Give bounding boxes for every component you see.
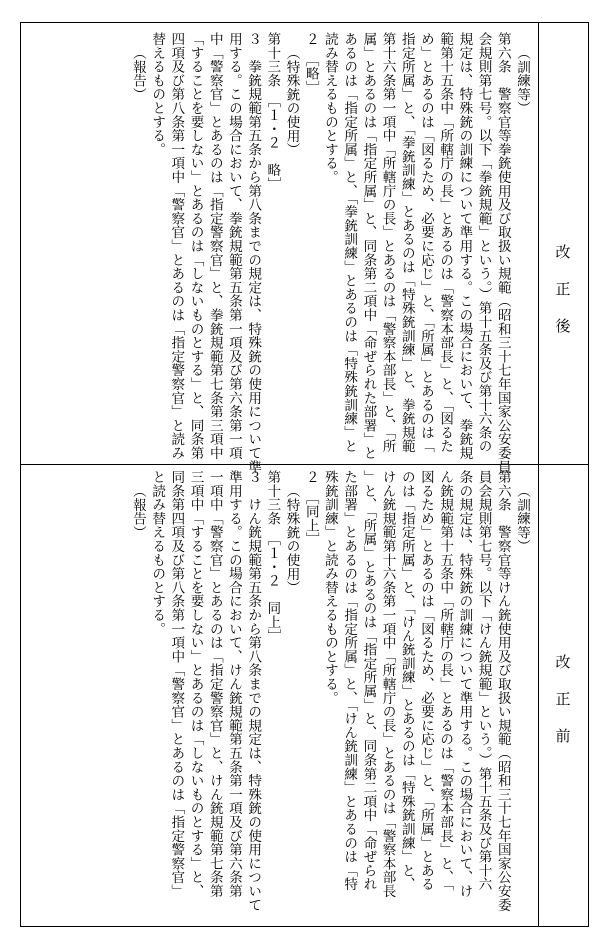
text-line: （報告） [129, 483, 146, 539]
text-line: た部署」とあるのは「指定所属」と、「けん銃訓練」とあるのは「特 [341, 470, 358, 891]
text-line: （訓練等） [514, 45, 530, 115]
text-line: ２ ［略］ [302, 32, 319, 95]
text-line: 一項中「警察官」とあるのは「指定警察官」と、けん銃規範第七条第 [206, 470, 223, 898]
text-line: ３ けん銃規範第五条から第八条までの規定は、特殊銃の使用について [245, 470, 262, 912]
text-line: 条の規定は、特殊銃の訓練について準用する。この場合において、け [456, 470, 473, 898]
text-line: 」と、「所属」とあるのは「指定所属」と、同条第二項中「命ぜられ [360, 470, 377, 891]
text-line: 範第十五条中「所轄庁の長」とあるのは「警察本部長」と、「図るた [437, 32, 454, 453]
text-line: （特殊銃の使用） [283, 45, 300, 156]
text-line: 第六条 警察官等拳銃使用及び取扱い規範（昭和三十七年国家公安委員 [494, 32, 511, 474]
text-line: 第十三条 ［１・２ 略］ [264, 32, 281, 191]
text-line: 「することを要しない」とあるのは「しないものとする」と、同条第 [187, 32, 204, 460]
before-label-char: 正 [555, 690, 571, 708]
before-label-char: 前 [555, 727, 571, 745]
text-line: 会規則第七号。以下「拳銃規範」という。）第十五条及び第十六条の [475, 32, 492, 453]
before-label-char: 改 [555, 653, 571, 671]
text-line: 属」とあるのは「指定所属」と、同条第二項中「命ぜられた部署」と [360, 32, 377, 460]
text-line: （訓練等） [514, 483, 530, 553]
text-line: 中「警察官」とあるのは「指定警察官」と、拳銃規範第七条第三項中 [206, 32, 223, 460]
text-line: ん銃規範第十五条中「所轄庁の長」とあるのは「警察本部長」と、「 [437, 470, 454, 891]
text-line: 第十三条 ［１・２ 同上］ [264, 470, 281, 643]
text-line: 三項中「することを要しない」とあるのは「しないものとする」と、 [187, 470, 204, 898]
text-line: （報告） [129, 45, 146, 101]
text-line: 指定所属」と、「拳銃訓練」とあるのは「特殊銃訓練」と、拳銃規範 [398, 32, 415, 453]
text-line: ２ ［同上］ [302, 470, 319, 546]
text-line: 読み替えるものとする。 [321, 32, 338, 184]
text-line: 第六条 警察官等けん銃使用及び取扱い規範（昭和三十七年国家公安委 [494, 470, 511, 912]
text-line: 殊銃訓練」と読み替えるものとする。 [321, 470, 338, 705]
before-revision-label [551, 643, 575, 754]
text-line: あるのは「指定所属」と、「拳銃訓練」とあるのは「特殊銃訓練」と [341, 32, 358, 453]
text-line: 用する。この場合において、拳銃規範第五条第一項及び第六条第一項 [225, 32, 242, 460]
before-revision-text [51, 470, 531, 915]
text-line: 員会規則第七号。以下「けん銃規範」という。）第十五条及び第十六 [475, 470, 492, 891]
text-line: と読み替えるものとする。 [149, 470, 166, 636]
text-line: （特殊銃の使用） [283, 483, 300, 594]
text-line: 規定は、特殊銃の訓練について準用する。この場合において、拳銃規 [456, 32, 473, 460]
label-column-divider [538, 23, 539, 926]
after-label-char: 改 [555, 243, 571, 261]
text-line: 替えるものとする。 [149, 32, 166, 157]
after-revision-label [551, 233, 575, 344]
text-line: けん銃規範第十六条第一項中「所轄庁の長」とあるのは「警察本部長 [379, 470, 396, 898]
text-line: ３ 拳銃規範第五条から第八条までの規定は、特殊銃の使用について準 [245, 32, 262, 474]
text-line: のは「指定所属」と、「けん銃訓練」とあるのは「特殊銃訓練」と、 [398, 470, 415, 891]
text-line: 準用する。この場合において、けん銃規範第五条第一項及び第六条第 [225, 470, 242, 898]
text-line: 同条第四項及び第八条第一項中「警察官」とあるのは「指定警察官」 [168, 470, 185, 898]
after-label-char: 後 [555, 317, 571, 335]
after-revision-text [51, 32, 531, 474]
text-line: 第十六条第一項中「所轄庁の長」とあるのは「警察本部長」と、「所 [379, 32, 396, 453]
text-line: め」とあるのは「図るため、必要に応じ」と、「所属」とあるのは「 [417, 32, 434, 453]
after-label-char: 正 [555, 280, 571, 298]
text-line: 図るため」とあるのは「図るため、必要に応じ」と、「所属」とある [417, 470, 434, 891]
text-line: 四項及び第八条第一項中「警察官」とあるのは「指定警察官」と読み [168, 32, 185, 460]
